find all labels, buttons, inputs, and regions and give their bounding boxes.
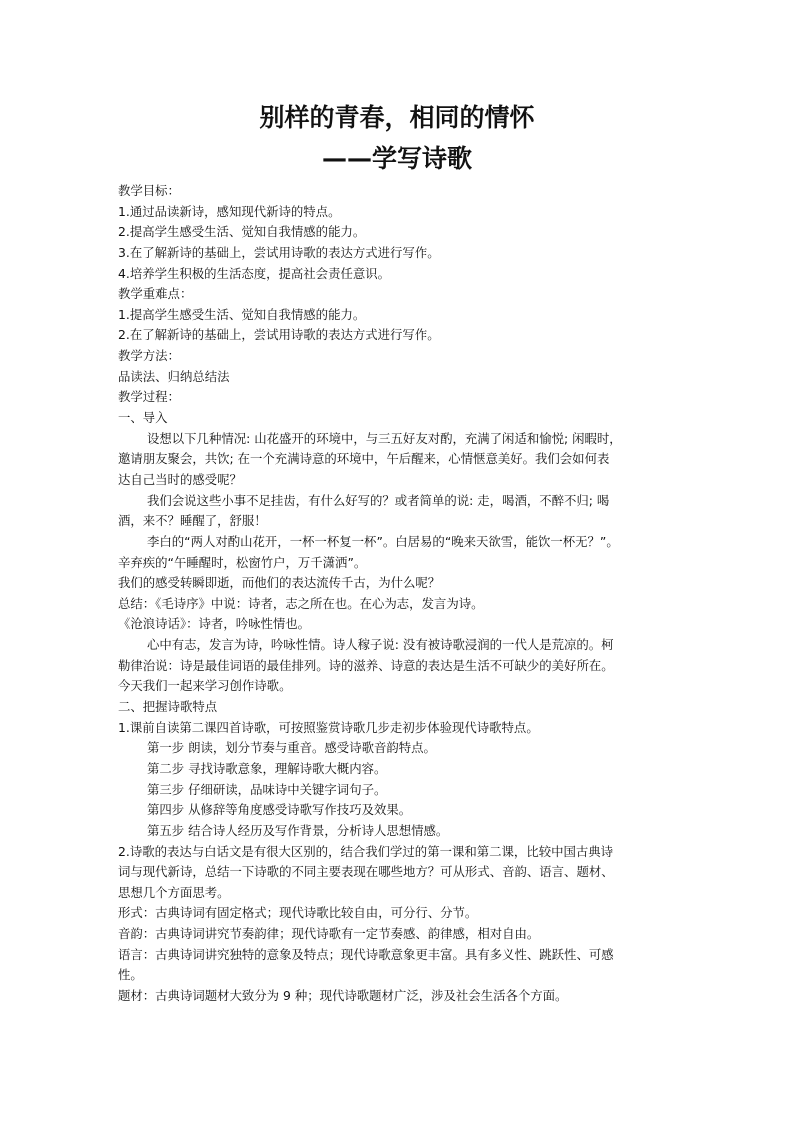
text-line: 第一步 朗读，划分节奏与重音。感受诗歌音韵特点。: [147, 740, 436, 756]
text-line: 思想几个方面思考。: [118, 884, 230, 900]
text-line: 词与现代新诗，总结一下诗歌的不同主要表现在哪些地方？可从形式、音韵、语言、题材、: [118, 864, 614, 880]
text-line: 今天我们一起来学习创作诗歌。: [118, 678, 292, 694]
text-line: 第三步 仔细研读，品味诗中关键字词句子。: [147, 781, 387, 797]
text-line: 1.提高学生感受生活、觉知自我情感的能力。: [118, 306, 366, 322]
text-line: 总结：《毛诗序》中说：诗者，志之所在也。在心为志，发言为诗。: [118, 595, 484, 611]
text-line: 《沧浪诗话》：诗者，吟咏性情也。: [118, 616, 311, 632]
text-line: 1.课前自读第二课四首诗歌，可按照鉴赏诗歌几步走初步体验现代诗歌特点。: [118, 719, 539, 735]
text-line: 2.提高学生感受生活、觉知自我情感的能力。: [118, 224, 366, 240]
text-line: 音韵：古典诗词讲究节奏韵律；现代诗歌有一定节奏感、韵律感，相对自由。: [118, 926, 540, 942]
text-line: 邀请朋友聚会，共饮; 在一个充满诗意的环境中，午后醒来，心情惬意美好。我们会如何表: [118, 451, 610, 467]
text-line: 题材：古典诗词题材大致分为 9 种；现代诗歌题材广泛，涉及社会生活各个方面。: [118, 987, 568, 1003]
text-line: 教学重难点：: [118, 286, 193, 302]
text-line: 达自己当时的感受呢？: [118, 471, 242, 487]
document-subtitle: ——学写诗歌: [321, 144, 472, 173]
text-line: 3.在了解新诗的基础上，尝试用诗歌的表达方式进行写作。: [118, 244, 440, 260]
text-line: 勒律治说：诗是最佳词语的最佳排列。诗的滋养、诗意的表达是生活不可缺少的美好所在。: [118, 657, 614, 673]
text-line: 设想以下几种情况: 山花盛开的环境中，与三五好友对酌，充满了闲适和愉悦; 闲暇时，: [147, 430, 622, 446]
text-line: 辛弃疾的“午睡醒时，松窗竹户，万千潇洒”。: [118, 554, 367, 570]
text-line: 第二步 寻找诗歌意象，理解诗歌大概内容。: [147, 760, 387, 776]
text-line: 酒，来不？睡醒了，舒服！: [118, 513, 267, 529]
text-line: 语言：古典诗词讲究独特的意象及特点；现代诗歌意象更丰富。具有多义性、跳跃性、可感: [118, 946, 614, 962]
text-line: 形式：古典诗词有固定格式；现代诗歌比较自由，可分行、分节。: [118, 905, 478, 921]
text-line: 教学目标：: [118, 183, 180, 198]
text-line: 教学方法：: [118, 348, 180, 364]
text-line: 性。: [118, 967, 143, 983]
text-line: 心中有志，发言为诗，吟咏性情。诗人稼子说: 没有被诗歌浸润的一代人是荒凉的。柯: [147, 637, 614, 653]
text-line: 我们的感受转瞬即逝，而他们的表达流传千古，为什么呢？: [118, 575, 441, 591]
text-line: 第五步 结合诗人经历及写作背景，分析诗人思想情感。: [147, 822, 449, 838]
text-line: 2.诗歌的表达与白话文是有很大区别的，结合我们学过的第一课和第二课，比较中国古典诗: [118, 843, 614, 859]
text-line: 教学过程：: [118, 389, 180, 405]
text-line: 我们会说这些小事不足挂齿，有什么好写的？或者简单的说: 走，喝酒，不醉不归; 喝: [147, 492, 610, 508]
text-line: 2.在了解新诗的基础上，尝试用诗歌的表达方式进行写作。: [118, 327, 440, 343]
document-title: 别样的青春，相同的情怀: [259, 103, 535, 132]
text-line: 一、导入: [118, 410, 168, 426]
text-line: 品读法、归纳总结法: [118, 368, 230, 384]
text-line: 4.培养学生积极的生活态度，提高社会责任意识。: [118, 265, 391, 281]
text-line: 二、把握诗歌特点: [118, 699, 218, 715]
document-body: [118, 181, 680, 1007]
text-line: 第四步 从修辞等角度感受诗歌写作技巧及效果。: [147, 802, 412, 818]
text-line: 1.通过品读新诗，感知现代新诗的特点。: [118, 203, 341, 219]
text-line: 李白的“两人对酌山花开，一杯一杯复一杯”。白居易的“晚来天欲雪，能饮一杯无？”。: [147, 533, 619, 549]
